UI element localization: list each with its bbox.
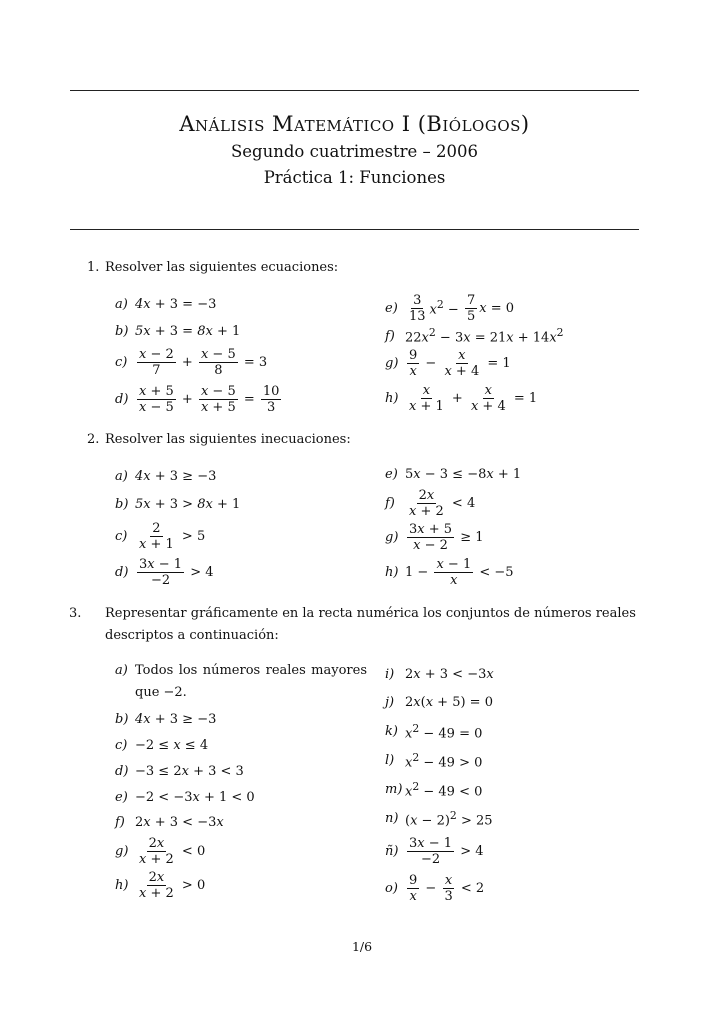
exercise-item — [385, 380, 635, 416]
section-number: 2. — [87, 432, 100, 447]
exercise-item — [385, 688, 635, 717]
section-2-right-column — [385, 462, 635, 590]
equation: $\frac{x}{x + 1}$ + $\frac{x}{x + 4}$ = 1 — [409, 382, 538, 414]
section-3-right-column — [385, 660, 635, 907]
item-label: c) — [115, 528, 128, 544]
equation: 1 − $\frac{x - 1}{x}$ < −5 — [405, 556, 514, 588]
equation: −2 < −3x + 1 < 0 — [135, 789, 255, 805]
item-label: l) — [385, 753, 395, 768]
equation: 4x + 3 ≥ −3 — [135, 711, 217, 727]
section-2-title — [87, 429, 351, 451]
equation: $(x - 2)^2 > 25$ — [405, 808, 493, 829]
item-label: e) — [385, 466, 398, 482]
item-label: o) — [385, 880, 398, 896]
exercise-item — [115, 490, 370, 518]
exercise-item — [115, 834, 370, 868]
section-heading: Resolver las siguientes inecuaciones: — [105, 432, 351, 447]
item-label: d) — [115, 391, 129, 407]
page-number: 1/6 — [351, 939, 373, 954]
section-3-title — [69, 603, 660, 647]
equation: $\frac{9}{x}$ − $\frac{x}{x + 4}$ = 1 — [409, 347, 511, 379]
exercise-item — [385, 554, 635, 590]
section-1-right-column — [385, 290, 635, 416]
item-label: e) — [385, 300, 398, 316]
equation: $\frac{3}{13}$ $x^2$ − $\frac{7}{5}$ x = 0 — [409, 292, 515, 324]
item-label: f) — [385, 328, 395, 344]
exercise-item — [385, 833, 635, 869]
equation: $\frac{9}{x}$ − $\frac{x}{3}$ < 2 — [409, 872, 485, 904]
item-label: d) — [115, 763, 129, 779]
section-number: 3. — [69, 606, 82, 621]
item-label: c) — [115, 354, 128, 370]
section-heading: Representar gráficamente en la recta numérica los conjuntos de números reales descriptos a continuación: — [105, 606, 636, 643]
exercise-item — [385, 462, 635, 486]
section-number: 1. — [87, 260, 100, 275]
equation: $\frac{2x}{x + 2}$ < 4 — [409, 487, 476, 519]
item-label: j) — [385, 695, 395, 710]
item-label: c) — [115, 737, 128, 753]
exercise-item — [385, 346, 635, 380]
equation: $\frac{2}{x + 1}$ > 5 — [139, 520, 206, 552]
exercise-item — [115, 380, 370, 418]
item-label: f) — [115, 814, 125, 830]
item-label: h) — [115, 877, 129, 893]
section-3-left-column — [115, 660, 370, 902]
equation: $\frac{3x - 1}{-2}$ > 4 — [139, 556, 214, 588]
item-label: b) — [115, 711, 129, 727]
section-1-title — [87, 257, 338, 279]
item-label: g) — [385, 355, 399, 371]
item-label: b) — [115, 496, 129, 512]
item-label: b) — [115, 323, 129, 339]
item-label: k) — [385, 724, 398, 739]
exercise-item — [385, 869, 635, 907]
equation: $\frac{x - 2}{7}$ + $\frac{x - 5}{8}$ = 3 — [139, 346, 268, 378]
exercise-item — [385, 326, 635, 346]
item-label: n) — [385, 811, 399, 826]
equation: 2x(x + 5) = 0 — [405, 695, 493, 710]
exercise-item — [115, 868, 370, 902]
section-1-left-column — [115, 290, 370, 418]
exercise-item — [115, 462, 370, 490]
equation: $\frac{3x - 1}{-2}$ > 4 — [409, 835, 484, 867]
item-label: h) — [385, 390, 399, 406]
practice-title: Práctica 1: Funciones — [263, 168, 446, 187]
equation: $x^2 - 49 > 0$ — [405, 750, 483, 771]
exercise-item — [115, 758, 370, 784]
equation: 5x + 3 > 8x + 1 — [135, 496, 241, 512]
equation: $\frac{3x + 5}{x - 2}$ ≥ 1 — [409, 521, 484, 553]
equation: 4x + 3 ≥ −3 — [135, 468, 217, 484]
item-label: a) — [115, 296, 128, 312]
equation: $x^2 - 49 = 0$ — [405, 721, 483, 742]
item-label: g) — [385, 529, 399, 545]
item-label: h) — [385, 564, 399, 580]
exercise-item — [385, 290, 635, 326]
item-label: g) — [115, 843, 129, 859]
equation: 5x + 3 = 8x + 1 — [135, 323, 241, 339]
exercise-item — [115, 660, 370, 706]
exercise-item — [115, 518, 370, 554]
exercise-item — [385, 520, 635, 554]
equation: $\frac{x + 5}{x - 5}$ + $\frac{x - 5}{x + 5}$ = $\frac{10}{3}$ — [139, 383, 280, 415]
item-label: d) — [115, 564, 129, 580]
exercise-item — [115, 290, 370, 318]
item-label: ñ) — [385, 843, 399, 859]
equation: −3 ≤ 2x + 3 < 3 — [135, 763, 244, 779]
equation: 2x + 3 < −3x — [135, 814, 224, 830]
page-title: Análisis Matemático I (Biólogos) — [179, 112, 530, 136]
item-label: e) — [115, 789, 128, 805]
exercise-item — [385, 486, 635, 520]
equation: −2 ≤ x ≤ 4 — [135, 737, 209, 753]
exercise-item — [385, 660, 635, 688]
equation: $\frac{2x}{x + 2}$ < 0 — [139, 835, 206, 867]
exercise-item — [115, 732, 370, 758]
exercise-item — [115, 318, 370, 344]
item-description: Todos los números reales mayores que −2. — [135, 663, 367, 700]
header-bottom-rule — [70, 229, 639, 230]
section-2-left-column — [115, 462, 370, 590]
page-subtitle: Segundo cuatrimestre – 2006 — [230, 142, 479, 161]
equation: 5x − 3 ≤ −8x + 1 — [405, 466, 522, 482]
equation: $22x^2 - 3x = 21x + 14x^2$ — [405, 326, 564, 346]
equation: $x^2 - 49 < 0$ — [405, 779, 483, 800]
section-heading: Resolver las siguientes ecuaciones: — [105, 260, 339, 275]
item-label: f) — [385, 495, 395, 511]
exercise-item — [115, 784, 370, 810]
exercise-item — [115, 810, 370, 834]
equation: 2x + 3 < −3x — [405, 666, 494, 682]
item-label: m) — [385, 782, 403, 797]
exercise-item — [385, 717, 635, 746]
exercise-item — [115, 706, 370, 732]
exercise-item — [115, 344, 370, 380]
equation: 4x + 3 = −3 — [135, 296, 217, 312]
exercise-item — [385, 775, 635, 804]
exercise-item — [385, 804, 635, 833]
item-label: a) — [115, 468, 128, 484]
equation: $\frac{2x}{x + 2}$ > 0 — [139, 869, 206, 901]
header — [70, 112, 639, 187]
item-label: a) — [115, 663, 128, 678]
item-label: i) — [385, 666, 395, 682]
exercise-item — [115, 554, 370, 590]
top-rule — [70, 90, 639, 91]
exercise-item — [385, 746, 635, 775]
